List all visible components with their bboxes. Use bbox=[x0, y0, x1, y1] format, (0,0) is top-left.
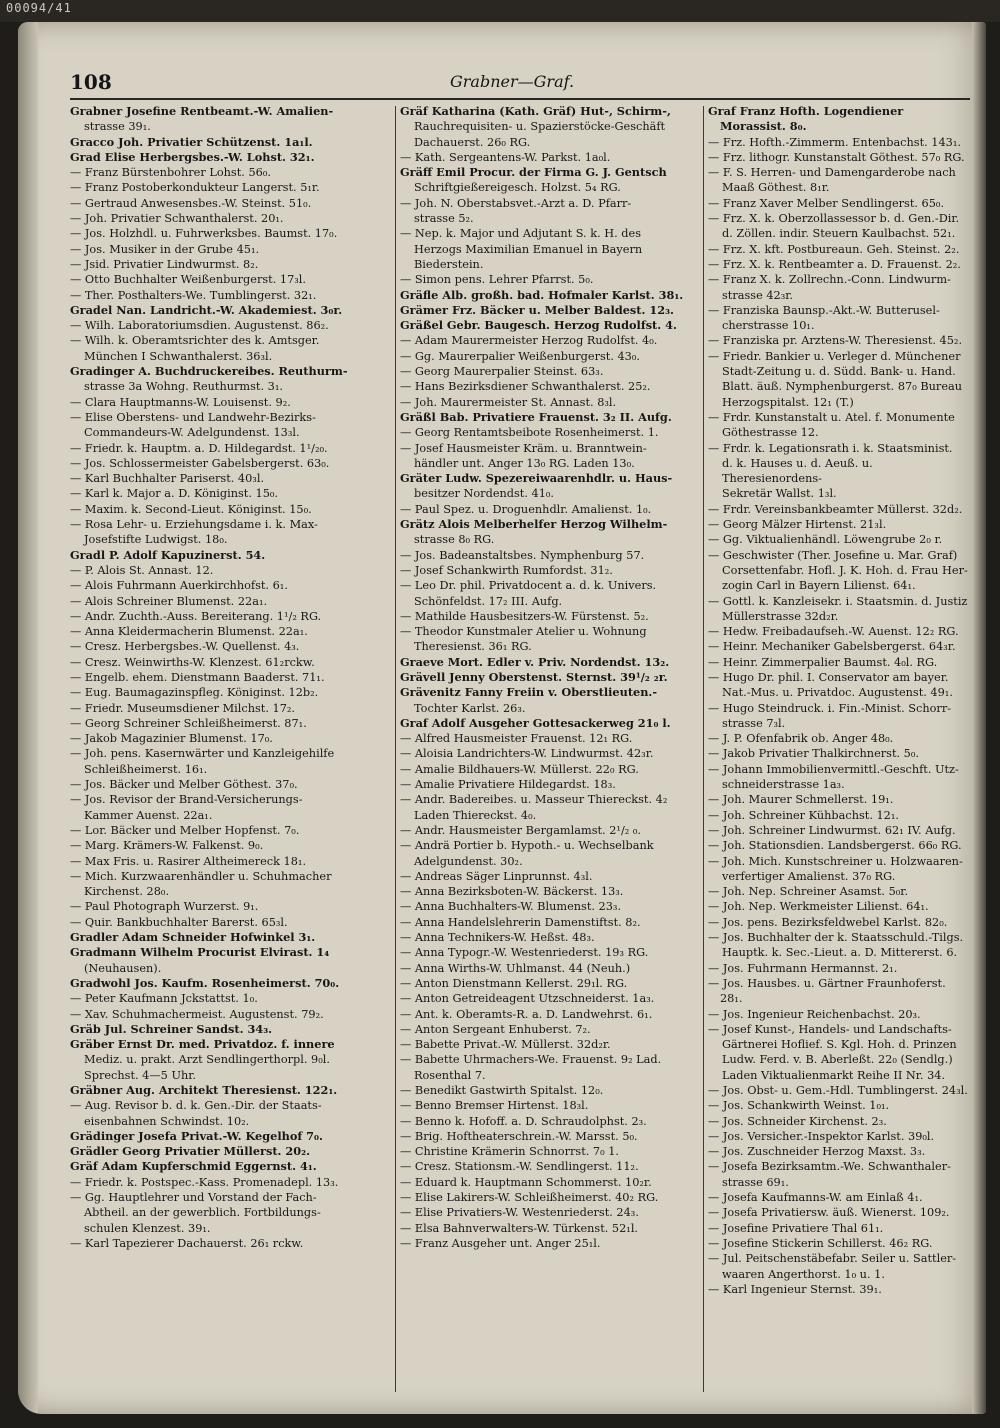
directory-surname-entry: Grabner Josefine Rentbeamt.-W. Amalien- bbox=[70, 104, 334, 118]
directory-entry-continuation: strasse 39₁. bbox=[84, 120, 151, 134]
directory-entry-continuation: Müllerstrasse 32d₂r. bbox=[722, 609, 839, 623]
directory-entry: — Wilh. Laboratoriumsdien. Augustenst. 86₂. bbox=[70, 319, 329, 333]
directory-entry: — Joh. Maurer Schmellerst. 19₁. bbox=[708, 793, 894, 807]
directory-entry-continuation: Gärtnerei Hoflief. S. Kgl. Hoh. d. Prinzen bbox=[722, 1038, 957, 1052]
directory-entry-continuation: strasse 3a Wohng. Reuthurmst. 3₁. bbox=[84, 380, 283, 394]
directory-entry: — P. Alois St. Annast. 12. bbox=[70, 563, 214, 577]
directory-entry-continuation: strasse 5₂. bbox=[414, 212, 474, 226]
directory-entry: — Friedr. Bankier u. Verleger d. Münchener bbox=[708, 349, 961, 363]
directory-entry: — Alois Fuhrmann Auerkirchhofst. 6₁. bbox=[70, 579, 288, 593]
directory-entry: — Joh. pens. Kasernwärter und Kanzleigehilfe bbox=[70, 747, 335, 761]
directory-entry-continuation: strasse 7₃l. bbox=[722, 716, 786, 730]
running-head: Grabner—Graf. bbox=[450, 72, 575, 91]
directory-entry: — Christine Krämerin Schnorrst. 7₀ 1. bbox=[400, 1145, 619, 1159]
directory-entry-continuation: verfertiger Amalienst. 37₀ RG. bbox=[722, 869, 896, 883]
directory-entry-continuation: zogin Carl in Bayern Lilienst. 64₁. bbox=[722, 579, 916, 593]
directory-entry: — Andr. Zuchth.-Auss. Bereiterang. 1¹/₂ RG. bbox=[70, 609, 322, 623]
directory-entry-continuation: Sprechst. 4—5 Uhr. bbox=[84, 1068, 196, 1082]
column-divider bbox=[395, 106, 396, 1392]
directory-entry-continuation: Stadt-Zeitung u. d. Südd. Bank- u. Hand. bbox=[722, 365, 956, 379]
directory-entry: — Karl Ingenieur Sternst. 39₁. bbox=[708, 1282, 882, 1296]
directory-entry-continuation: besitzer Nordendst. 41₀. bbox=[414, 487, 555, 501]
directory-entry-continuation: Ludw. Ferd. v. B. Aberleßt. 22₀ (Sendlg.) bbox=[722, 1053, 953, 1067]
directory-entry: — Jos. Fuhrmann Hermannst. 2₁. bbox=[708, 961, 898, 975]
directory-entry: — Eduard k. Hauptmann Schommerst. 10₂r. bbox=[400, 1175, 652, 1189]
directory-entry: — Cresz. Herbergsbes.-W. Quellenst. 4₃. bbox=[70, 640, 300, 654]
directory-entry: — Josef Schankwirth Rumfordst. 31₂. bbox=[400, 563, 613, 577]
directory-entry: — Benno Bremser Hirtenst. 18₃l. bbox=[400, 1099, 589, 1113]
directory-entry: — Franz Ausgeher unt. Anger 25₁l. bbox=[400, 1236, 601, 1250]
directory-entry: — F. S. Herren- und Damengarderobe nach bbox=[708, 166, 956, 180]
directory-entry: — Anna Wirths-W. Uhlmanst. 44 (Neuh.) bbox=[400, 961, 631, 975]
page-binding-edge bbox=[18, 22, 38, 1414]
directory-column-3 bbox=[708, 104, 970, 1398]
directory-entry-continuation: händler unt. Anger 13₀ RG. Laden 13₀. bbox=[414, 456, 635, 470]
directory-surname-entry: Grätz Alois Melberhelfer Herzog Wilhelm- bbox=[400, 517, 668, 532]
directory-entry: — Maxim. k. Second-Lieut. Königinst. 15₀. bbox=[70, 502, 312, 516]
directory-entry: — Gg. Hauptlehrer und Vorstand der Fach- bbox=[70, 1191, 317, 1205]
directory-entry: — Friedr. k. Postspec.-Kass. Promenadepl. 13₃. bbox=[70, 1175, 339, 1189]
page-header bbox=[70, 70, 970, 96]
directory-entry: — J. P. Ofenfabrik ob. Anger 48₀. bbox=[708, 732, 894, 746]
directory-surname-entry: Gräfle Alb. großh. bad. Hofmaler Karlst. 38₁. bbox=[400, 287, 684, 302]
directory-entry: — Georg Schreiner Schleißheimerst. 87₁. bbox=[70, 716, 307, 730]
directory-entry: — Aug. Revisor b. d. k. Gen.-Dir. der Staats- bbox=[70, 1099, 322, 1113]
directory-entry: — Anna Technikers-W. Heßst. 48₃. bbox=[400, 931, 595, 945]
directory-entry: — Ther. Posthalters-We. Tumblingerst. 32₁. bbox=[70, 288, 317, 302]
directory-surname-entry: Grämer Frz. Bäcker u. Melber Baldest. 12₃. bbox=[400, 302, 674, 317]
directory-entry: — Georg Rentamtsbeibote Rosenheimerst. 1. bbox=[400, 426, 659, 440]
directory-entry-continuation: München I Schwanthalerst. 36₃l. bbox=[84, 349, 273, 363]
directory-entry-continuation: Schönfeldst. 17₂ III. Aufg. bbox=[414, 594, 563, 608]
directory-entry: — Gg. Viktualienhändl. Löwengrube 2₀ r. bbox=[708, 533, 943, 547]
directory-entry: — Joh. Schreiner Kühbachst. 12₁. bbox=[708, 808, 899, 822]
directory-entry: — Jakob Magazinier Blumenst. 17₀. bbox=[70, 732, 273, 746]
directory-entry: — Karl k. Major a. D. Königinst. 15₀. bbox=[70, 487, 279, 501]
directory-entry: — Karl Tapezierer Dachauerst. 26₁ rckw. bbox=[70, 1236, 304, 1250]
directory-entry: — Jos. Schankwirth Weinst. 1₀₁. bbox=[708, 1099, 890, 1113]
directory-entry: — Eug. Baumagazinspfleg. Königinst. 12b₂. bbox=[70, 686, 319, 700]
directory-entry: — Hugo Steindruck. i. Fin.-Minist. Schorr- bbox=[708, 701, 952, 715]
directory-entry: — Jos. Revisor der Brand-Versicherungs- bbox=[70, 793, 303, 807]
directory-entry: — Hugo Dr. phil. I. Conservator am bayer. bbox=[708, 670, 949, 684]
directory-entry: — Cresz. Weinwirths-W. Klenzest. 61₂rckw. bbox=[70, 655, 315, 669]
directory-entry-continuation: Laden Viktualienmarkt Reihe II Nr. 34. bbox=[722, 1068, 946, 1082]
directory-entry: — Anna Bezirksboten-W. Bäckerst. 13₃. bbox=[400, 885, 624, 899]
directory-entry: — Georg Mälzer Hirtenst. 21₃l. bbox=[708, 518, 887, 532]
directory-entry-continuation: Theresienst. 36₁ RG. bbox=[414, 640, 532, 654]
directory-entry-continuation: Kammer Auenst. 22a₁. bbox=[84, 808, 213, 822]
directory-surname-entry: Graeve Mort. Edler v. Priv. Nordendst. 13₂. bbox=[400, 654, 670, 669]
directory-entry: — Frdr. k. Legationsrath i. k. Staatsminist. bbox=[708, 441, 953, 455]
directory-entry: — Gg. Maurerpalier Weißenburgerst. 43₀. bbox=[400, 349, 640, 363]
directory-surname-entry: Gräff Emil Procur. der Firma G. J. Gentsch bbox=[400, 165, 667, 180]
directory-entry: — Josefa Bezirksamtm.-We. Schwanthaler- bbox=[708, 1160, 951, 1174]
directory-entry: — Theodor Kunstmaler Atelier u. Wohnung bbox=[400, 625, 647, 639]
directory-entry: — Lor. Bäcker und Melber Hopfenst. 7₀. bbox=[70, 823, 300, 837]
directory-surname-entry: Gradinger A. Buchdruckereibes. Reuthurm- bbox=[70, 364, 348, 379]
directory-entry-continuation: Tochter Karlst. 26₃. bbox=[414, 701, 526, 715]
directory-entry: — Jos. Schneider Kirchenst. 2₃. bbox=[708, 1114, 887, 1128]
directory-entry: — Engelb. ehem. Dienstmann Baaderst. 71₁. bbox=[70, 670, 325, 684]
directory-entry-continuation: waaren Angerthorst. 1₀ u. 1. bbox=[722, 1267, 885, 1281]
directory-surname-entry: Gräter Ludw. Spezereiwaarenhdlr. u. Haus- bbox=[400, 471, 673, 486]
directory-entry: — Gottl. k. Kanzleisekr. i. Staatsmin. d. Justiz bbox=[708, 594, 968, 608]
directory-surname-entry: Grädinger Josefa Privat.-W. Kegelhof 7₀. bbox=[70, 1128, 323, 1143]
directory-entry: — Heinr. Zimmerpalier Baumst. 4₀l. RG. bbox=[708, 655, 938, 669]
directory-entry: — Andreas Säger Linprunnst. 4₃l. bbox=[400, 869, 593, 883]
directory-entry: — Hedw. Freibadaufseh.-W. Auenst. 12₂ RG. bbox=[708, 625, 959, 639]
directory-entry: — Josefa Kaufmanns-W. am Einlaß 4₁. bbox=[708, 1191, 923, 1205]
directory-entry: — Rosa Lehr- u. Erziehungsdame i. k. Max- bbox=[70, 518, 318, 532]
directory-entry: — Jos. Badeanstaltsbes. Nymphenburg 57. bbox=[400, 548, 645, 562]
directory-entry: — Benedikt Gastwirth Spitalst. 12₀. bbox=[400, 1084, 604, 1097]
directory-surname-entry: Graf Adolf Ausgeher Gottesackerweg 21₀ l. bbox=[400, 715, 671, 730]
directory-entry: — Jos. Holzhdl. u. Fuhrwerksbes. Baumst. 17₀. bbox=[70, 227, 338, 241]
directory-entry: — Elise Lakirers-W. Schleißheimerst. 40₂ RG. bbox=[400, 1191, 659, 1205]
directory-entry: — Frz. Hofth.-Zimmerm. Entenbachst. 143₁. bbox=[708, 135, 961, 149]
header-rule bbox=[70, 98, 970, 100]
directory-entry-continuation: Adelgundenst. 30₂. bbox=[414, 854, 523, 868]
directory-entry: — Anton Dienstmann Kellerst. 29₁l. RG. bbox=[400, 976, 628, 990]
directory-entry-continuation: Rosenthal 7. bbox=[414, 1068, 486, 1082]
directory-entry: — Aloisia Landrichters-W. Lindwurmst. 42₃r. bbox=[400, 747, 654, 761]
directory-entry: — Kath. Sergeantens-W. Parkst. 1a₀l. bbox=[400, 150, 611, 164]
directory-entry: — Adam Maurermeister Herzog Rudolfst. 4₀. bbox=[400, 334, 658, 348]
directory-entry: — Nep. k. Major und Adjutant S. k. H. des bbox=[400, 227, 642, 241]
directory-surname-entry: Gräf Katharina (Kath. Gräf) Hut-, Schirm-, bbox=[400, 104, 671, 118]
directory-entry: — Jos. Buchhalter der k. Staatsschuld.-Tilgs. bbox=[708, 931, 964, 945]
directory-surname-entry: Grädler Georg Privatier Müllerst. 20₂. bbox=[70, 1144, 311, 1159]
directory-entry-continuation: eisenbahnen Schwindst. 10₂. bbox=[84, 1114, 250, 1128]
directory-entry: — Babette Privat.-W. Müllerst. 32d₂r. bbox=[400, 1038, 611, 1052]
directory-entry: — Joh. N. Oberstabsvet.-Arzt a. D. Pfarr- bbox=[400, 196, 632, 210]
directory-entry: — Hans Bezirksdiener Schwanthalerst. 25₂. bbox=[400, 380, 651, 394]
directory-entry: — Josefine Stickerin Schillerst. 46₂ RG. bbox=[708, 1236, 933, 1250]
directory-entry: — Elise Oberstens- und Landwehr-Bezirks- bbox=[70, 410, 316, 424]
directory-entry-continuation: Josefstifte Ludwigst. 18₀. bbox=[84, 533, 228, 547]
directory-surname-entry: Gradel Nan. Landricht.-W. Akademiest. 3₀r. bbox=[70, 302, 343, 317]
directory-entry: — Simon pens. Lehrer Pfarrst. 5₀. bbox=[400, 273, 594, 287]
directory-entry: — Karl Buchhalter Pariserst. 40₃l. bbox=[70, 472, 265, 486]
directory-surname-entry: Gräßel Gebr. Baugesch. Herzog Rudolfst. 4. bbox=[400, 318, 677, 333]
directory-entry: — Josef Hausmeister Kräm. u. Branntwein- bbox=[400, 441, 647, 455]
directory-entry: — Jakob Privatier Thalkirchnerst. 5₀. bbox=[708, 747, 919, 761]
directory-entry: — Quir. Bankbuchhalter Barerst. 65₃l. bbox=[70, 915, 288, 929]
directory-entry: — Paul Spez. u. Droguenhdlr. Amalienst. 1₀. bbox=[400, 502, 652, 516]
directory-entry-continuation: d. Zöllen. indir. Steuern Kaulbachst. 52₁. bbox=[722, 227, 956, 241]
directory-entry: — Alois Schreiner Blumenst. 22a₁. bbox=[70, 594, 268, 608]
directory-entry: — Wilh. k. Oberamtsrichter des k. Amtsger. bbox=[70, 334, 320, 348]
directory-entry-continuation: Maaß Göthest. 8₁r. bbox=[722, 181, 830, 195]
directory-entry: — Frz. lithogr. Kunstanstalt Göthest. 57₀ RG. bbox=[708, 150, 965, 164]
directory-entry: — Joh. Schreiner Lindwurmst. 62₁ IV. Aufg. bbox=[708, 823, 956, 837]
directory-entry: — Andrä Portier b. Hypoth.- u. Wechselbank bbox=[400, 839, 654, 853]
directory-entry: — Franziska pr. Arztens-W. Theresienst. 45₂. bbox=[708, 334, 963, 348]
directory-surname-entry: Grävell Jenny Oberstenst. Sternst. 39¹/₂ ₂r. bbox=[400, 669, 668, 684]
directory-surname-entry: Graf Franz Hofth. Logendiener Morassist. 8₀. bbox=[708, 104, 908, 134]
directory-entry: — Otto Buchhalter Weißenburgerst. 17₃l. bbox=[70, 273, 306, 287]
directory-entry: — Joh. Maurermeister St. Annast. 8₃l. bbox=[400, 395, 617, 409]
directory-entry: — Josefa Privatiersw. äuß. Wienerst. 109₂. bbox=[708, 1206, 950, 1220]
directory-entry-continuation: Mediz. u. prakt. Arzt Sendlingerthorpl. 9₀l. bbox=[84, 1053, 330, 1067]
directory-entry-continuation: Biederstein. bbox=[414, 257, 484, 271]
directory-entry: — Mathilde Hausbesitzers-W. Fürstenst. 5₂. bbox=[400, 609, 649, 623]
directory-entry: — Marg. Krämers-W. Falkenst. 9₀. bbox=[70, 839, 264, 853]
directory-entry: — Franz X. k. Zollrechn.-Conn. Lindwurm- bbox=[708, 273, 951, 287]
directory-entry-continuation: Schleißheimerst. 16₁. bbox=[84, 762, 208, 776]
directory-entry-continuation: Commandeurs-W. Adelgundenst. 13₃l. bbox=[84, 426, 300, 440]
directory-entry: — Anna Buchhalters-W. Blumenst. 23₃. bbox=[400, 900, 622, 914]
directory-entry-continuation: Sekretär Wallst. 1₃l. bbox=[722, 487, 837, 501]
directory-entry: — Anton Sergeant Enhuberst. 7₂. bbox=[400, 1022, 591, 1036]
directory-entry: — Josef Kunst-, Handels- und Landschafts- bbox=[708, 1022, 952, 1036]
directory-entry: — Frz. X. kft. Postbureaun. Geh. Steinst. 2₂. bbox=[708, 242, 960, 256]
directory-entry: — Jos. pens. Bezirksfeldwebel Karlst. 82₀. bbox=[708, 915, 948, 929]
directory-entry: — Jos. Bäcker und Melber Göthest. 37₀. bbox=[70, 778, 298, 792]
directory-entry: — Friedr. k. Hauptm. a. D. Hildegardst. 1¹/₂₀. bbox=[70, 441, 328, 455]
directory-entry: — Joh. Nep. Schreiner Asamst. 5₀r. bbox=[708, 885, 909, 899]
directory-entry-continuation: Kirchenst. 28₀. bbox=[84, 885, 170, 899]
directory-column-1 bbox=[70, 104, 392, 1398]
directory-entry: — Geschwister (Ther. Josefine u. Mar. Graf) bbox=[708, 548, 958, 562]
directory-entry: — Gertraud Anwesensbes.-W. Steinst. 51₀. bbox=[70, 196, 312, 210]
directory-surname-entry: Grävenitz Fanny Freiin v. Oberstlieuten.- bbox=[400, 685, 658, 700]
directory-surname-entry: Gräßl Bab. Privatiere Frauenst. 3₂ II. Aufg. bbox=[400, 409, 672, 424]
directory-entry: — Franz Postoberkondukteur Langerst. 5₁r. bbox=[70, 181, 320, 195]
directory-entry: — Elise Privatiers-W. Westenriederst. 24₃. bbox=[400, 1206, 639, 1220]
directory-entry: — Andr. Hausmeister Bergamlamst. 2¹/₂ ₀. bbox=[400, 823, 641, 837]
directory-entry-continuation: Herzogs Maximilian Emanuel in Bayern bbox=[414, 242, 643, 256]
scan-header-bar bbox=[0, 0, 1000, 22]
directory-entry: — Johann Immobilienvermittl.-Geschft. Utz- bbox=[708, 762, 959, 776]
directory-entry: — Jos. Obst- u. Gem.-Hdl. Tumblingerst. 24₃l. bbox=[708, 1084, 968, 1097]
directory-entry-continuation: Hauptk. k. Sec.-Lieut. a. D. Mittererst. 6. bbox=[722, 946, 958, 960]
page-right-edge bbox=[972, 22, 986, 1414]
column-divider bbox=[703, 106, 704, 1392]
directory-entry-continuation: Corsettenfabr. Hofl. J. K. Hoh. d. Frau Her- bbox=[722, 563, 968, 577]
directory-entry: — Jos. Schlossermeister Gabelsbergerst. 63₀. bbox=[70, 456, 330, 470]
directory-entry: — Jsid. Privatier Lindwurmst. 8₂. bbox=[70, 257, 259, 271]
directory-entry: — Jul. Peitschenstäbefabr. Seiler u. Sattler- bbox=[708, 1252, 957, 1266]
directory-entry: — Jos. Musiker in der Grube 45₁. bbox=[70, 242, 260, 256]
directory-entry: — Ant. k. Oberamts-R. a. D. Landwehrst. 6₁. bbox=[400, 1007, 653, 1021]
directory-entry: — Anton Getreideagent Utzschneiderst. 1a₃. bbox=[400, 992, 655, 1006]
directory-entry: — Franziska Baunsp.-Akt.-W. Butterusel- bbox=[708, 303, 940, 317]
directory-entry: — Amalie Privatiere Hildegardst. 18₃. bbox=[400, 778, 616, 792]
directory-surname-entry: Gracco Joh. Privatier Schützenst. 1a₁l. bbox=[70, 134, 313, 149]
directory-entry: — Elsa Bahnverwalters-W. Türkenst. 52₁l. bbox=[400, 1221, 639, 1235]
directory-surname-entry: Gradwohl Jos. Kaufm. Rosenheimerst. 70₀. bbox=[70, 975, 340, 990]
directory-entry: — Anna Kleidermacherin Blumenst. 22a₁. bbox=[70, 625, 308, 639]
directory-entry-continuation: strasse 42₃r. bbox=[722, 288, 793, 302]
directory-entry: — Joh. Privatier Schwanthalerst. 20₁. bbox=[70, 212, 284, 226]
directory-entry: — Joh. Stationsdien. Landsbergerst. 66₀ RG. bbox=[708, 839, 962, 853]
directory-surname-entry: Gräb Jul. Schreiner Sandst. 34₃. bbox=[70, 1021, 273, 1036]
directory-entry-continuation: schneiderstrasse 1a₃. bbox=[722, 778, 845, 792]
directory-column-2 bbox=[400, 104, 700, 1398]
directory-entry: — Franz Bürstenbohrer Lohst. 56₀. bbox=[70, 166, 271, 180]
directory-entry: — Brig. Hoftheaterschrein.-W. Marsst. 5₀. bbox=[400, 1129, 638, 1143]
directory-entry-continuation: strasse 69₁. bbox=[722, 1175, 789, 1189]
directory-entry: — Leo Dr. phil. Privatdocent a. d. k. Univers. bbox=[400, 579, 657, 593]
directory-entry-continuation: strasse 8₀ RG. bbox=[414, 533, 495, 547]
scan-code: 00094/41 bbox=[6, 1, 72, 15]
directory-surname-entry: Grad Elise Herbergsbes.-W. Lohst. 32₁. bbox=[70, 149, 315, 164]
directory-entry: — Joh. Mich. Kunstschreiner u. Holzwaaren- bbox=[708, 854, 963, 868]
directory-surname-entry: Gräber Ernst Dr. med. Privatdoz. f. innere bbox=[70, 1037, 335, 1052]
directory-entry: — Alfred Hausmeister Frauenst. 12₁ RG. bbox=[400, 732, 633, 746]
directory-entry: — Josefine Privatiere Thal 61₁. bbox=[708, 1221, 884, 1235]
directory-entry: — Xav. Schuhmachermeist. Augustenst. 79₂. bbox=[70, 1007, 324, 1021]
directory-entry: — Anna Handelslehrerin Damenstiftst. 8₂. bbox=[400, 915, 641, 929]
directory-entry: — Frdr. Vereinsbankbeamter Müllerst. 32d₂. bbox=[708, 502, 963, 516]
directory-entry-continuation: Herzogspitalst. 12₁ (T.) bbox=[722, 395, 854, 409]
directory-entry-continuation: Rauchrequisiten- u. Spazierstöcke-Geschäft bbox=[414, 120, 666, 134]
directory-entry: — Amalie Bildhauers-W. Müllerst. 22₀ RG. bbox=[400, 762, 639, 776]
directory-entry-continuation: Nat.-Mus. u. Privatdoc. Augustenst. 49₁. bbox=[722, 686, 953, 700]
directory-entry-continuation: Abtheil. an der gewerblich. Fortbildungs- bbox=[84, 1206, 321, 1220]
directory-entry-continuation: d. k. Hauses u. d. Aeuß. u. Theresienordens- bbox=[722, 456, 877, 486]
directory-entry: — Friedr. Museumsdiener Milchst. 17₂. bbox=[70, 701, 295, 715]
directory-entry: — Jos. Versicher.-Inspektor Karlst. 39₀l. bbox=[708, 1129, 935, 1143]
directory-entry-continuation: Schriftgießereigesch. Holzst. 5₄ RG. bbox=[414, 181, 621, 195]
directory-entry-continuation: cherstrasse 10₁. bbox=[722, 319, 815, 333]
directory-entry: — Jos. Zuschneider Herzog Maxst. 3₃. bbox=[708, 1145, 926, 1159]
directory-entry: — Babette Uhrmachers-We. Frauenst. 9₂ Lad. bbox=[400, 1053, 662, 1067]
page-number: 108 bbox=[70, 70, 112, 94]
directory-surname-entry: Gräbner Aug. Architekt Theresienst. 122₁. bbox=[70, 1083, 338, 1097]
directory-entry: — Georg Maurerpalier Steinst. 63₃. bbox=[400, 365, 604, 379]
directory-entry: — Heinr. Mechaniker Gabelsbergerst. 64₃r. bbox=[708, 640, 956, 654]
directory-entry: — Mich. Kurzwaarenhändler u. Schuhmacher bbox=[70, 869, 332, 883]
directory-entry-continuation: (Neuhausen). bbox=[84, 961, 162, 975]
directory-entry-continuation: schulen Klenzest. 39₁. bbox=[84, 1221, 211, 1235]
directory-entry-continuation: Laden Thiereckst. 4₀. bbox=[414, 808, 537, 822]
directory-surname-entry: Gradl P. Adolf Kapuzinerst. 54. bbox=[70, 547, 266, 562]
directory-entry-continuation: Göthestrasse 12. bbox=[722, 426, 819, 440]
directory-entry: — Cresz. Stationsm.-W. Sendlingerst. 11₂. bbox=[400, 1160, 639, 1174]
directory-surname-entry: Gräf Adam Kupferschmid Eggernst. 4₁. bbox=[70, 1159, 317, 1174]
directory-entry: — Paul Photograph Wurzerst. 9₁. bbox=[70, 900, 259, 914]
directory-entry: — Frz. X. k. Oberzollassessor b. d. Gen.-Dir. bbox=[708, 212, 960, 226]
directory-entry: — Max Fris. u. Rasirer Altheimereck 18₁. bbox=[70, 854, 307, 868]
directory-entry-continuation: Blatt. äuß. Nymphenburgerst. 87₀ Bureau bbox=[722, 380, 963, 394]
directory-surname-entry: Gradler Adam Schneider Hofwinkel 3₁. bbox=[70, 930, 316, 945]
directory-entry: — Frz. X. k. Rentbeamter a. D. Frauenst. 2₂. bbox=[708, 257, 961, 271]
directory-surname-entry: Gradmann Wilhelm Procurist Elvirast. 1₄ bbox=[70, 945, 330, 960]
directory-entry: — Benno k. Hofoff. a. D. Schraudolphst. 2₃. bbox=[400, 1114, 647, 1128]
directory-entry: — Frdr. Kunstanstalt u. Atel. f. Monumente bbox=[708, 410, 955, 424]
directory-entry: — Jos. Hausbes. u. Gärtner Fraunhoferst. 28₁. bbox=[708, 976, 950, 1006]
directory-entry: — Andr. Badereibes. u. Masseur Thiereckst. 4₂ bbox=[400, 793, 668, 807]
directory-entry: — Jos. Ingenieur Reichenbachst. 20₃. bbox=[708, 1007, 921, 1021]
directory-entry: — Franz Xaver Melber Sendlingerst. 65₀. bbox=[708, 196, 945, 210]
directory-entry: — Peter Kaufmann Jckstattst. 1₀. bbox=[70, 992, 258, 1006]
directory-entry: — Anna Typogr.-W. Westenriederst. 19₃ RG. bbox=[400, 946, 649, 960]
directory-entry: — Clara Hauptmanns-W. Louisenst. 9₂. bbox=[70, 395, 291, 409]
directory-entry: — Joh. Nep. Werkmeister Lilienst. 64₁. bbox=[708, 900, 929, 914]
directory-entry-continuation: Dachauerst. 26₀ RG. bbox=[414, 135, 531, 149]
